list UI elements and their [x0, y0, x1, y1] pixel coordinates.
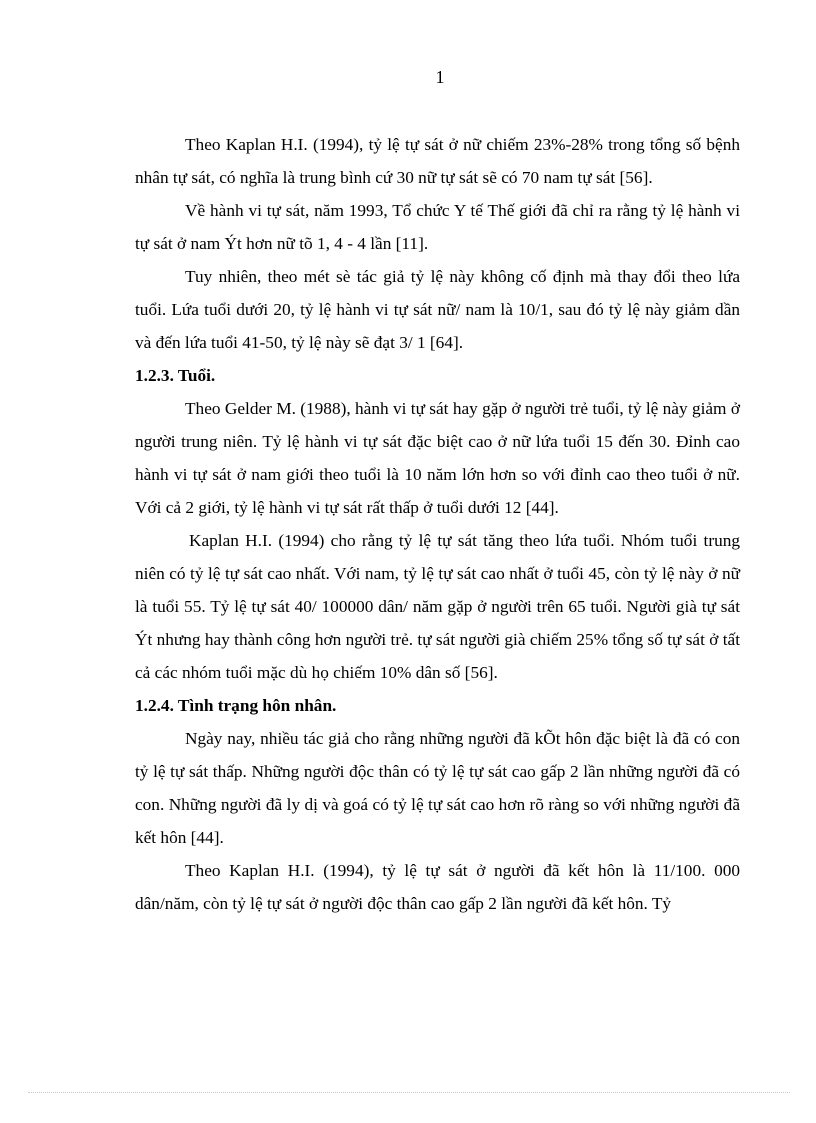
paragraph-who-1993: Về hành vi tự sát, năm 1993, Tổ chức Y tế Thế giới đã chỉ ra rằng tỷ lệ hành vi tự sát ở nam Ýt hơn nữ tõ 1, 4 - 4 lần [11].: [135, 201, 740, 253]
section-heading-age: 1.2.3. Tuổi.: [135, 366, 216, 385]
paragraph-age-variation: Tuy nhiên, theo mét sè tác giả tỷ lệ này không cố định mà thay đổi theo lứa tuổi. Lứa tuổi dưới 20, tỷ lệ hành vi tự sát nữ/ nam là 10/1, sau đó tỷ lệ này giảm dần và đến lứa tuổi 41-50, tỷ lệ này sẽ đạt 3/ 1 [64].: [135, 267, 740, 352]
page-bottom-divider: [28, 1092, 790, 1093]
paragraph-marriage-rates: Ngày nay, nhiều tác giả cho rằng những người đã kÕt hôn đặc biệt là đã có con tỷ lệ tự sát thấp. Những người độc thân có tỷ lệ tự sát cao gấp 2 lần những người đã có con. Những người đã ly dị và goá có tỷ lệ tự sát cao hơn rõ ràng so với những người đã kết hôn [44].: [135, 729, 740, 847]
paragraph-kaplan-marriage: Theo Kaplan H.I. (1994), tỷ lệ tự sát ở người đã kết hôn là 11/100. 000 dân/năm, còn tỷ lệ tự sát ở người độc thân cao gấp 2 lần người đã kết hôn. Tỷ: [135, 861, 740, 913]
paragraph-kaplan-age: Kaplan H.I. (1994) cho rằng tỷ lệ tự sát tăng theo lứa tuổi. Nhóm tuổi trung niên có tỷ lệ tự sát cao nhất. Với nam, tỷ lệ tự sát cao nhất ở tuổi 45, còn tỷ lệ này ở nữ là tuổi 55. Tỷ lệ tự sát 40/ 100000 dân/ năm gặp ở người trên 65 tuổi. Người già tự sát Ýt nhưng hay thành công hơn người trẻ. tự sát người già chiếm 25% tổng số tự sát ở tất cả các nhóm tuổi mặc dù họ chiếm 10% dân số [56].: [135, 531, 740, 682]
section-heading-marital-status: 1.2.4. Tình trạng hôn nhân.: [135, 696, 337, 715]
paragraph-kaplan-female-rate: Theo Kaplan H.I. (1994), tỷ lệ tự sát ở nữ chiếm 23%-28% trong tổng số bệnh nhân tự sát, có nghĩa là trung bình cứ 30 nữ tự sát sẽ có 70 nam tự sát [56].: [135, 135, 740, 187]
page-number: 1: [435, 67, 445, 87]
document-body: [135, 128, 740, 920]
paragraph-gelder-1988: Theo Gelder M. (1988), hành vi tự sát hay gặp ở người trẻ tuổi, tỷ lệ này giảm ở người trung niên. Tỷ lệ hành vi tự sát đặc biệt cao ở nữ lứa tuổi 15 đến 30. Đỉnh cao hành vi tự sát ở nam giới theo tuổi là 10 năm lớn hơn so với đỉnh cao theo tuổi ở nữ. Với cả 2 giới, tỷ lệ hành vi tự sát rất thấp ở tuổi dưới 12 [44].: [135, 399, 740, 517]
